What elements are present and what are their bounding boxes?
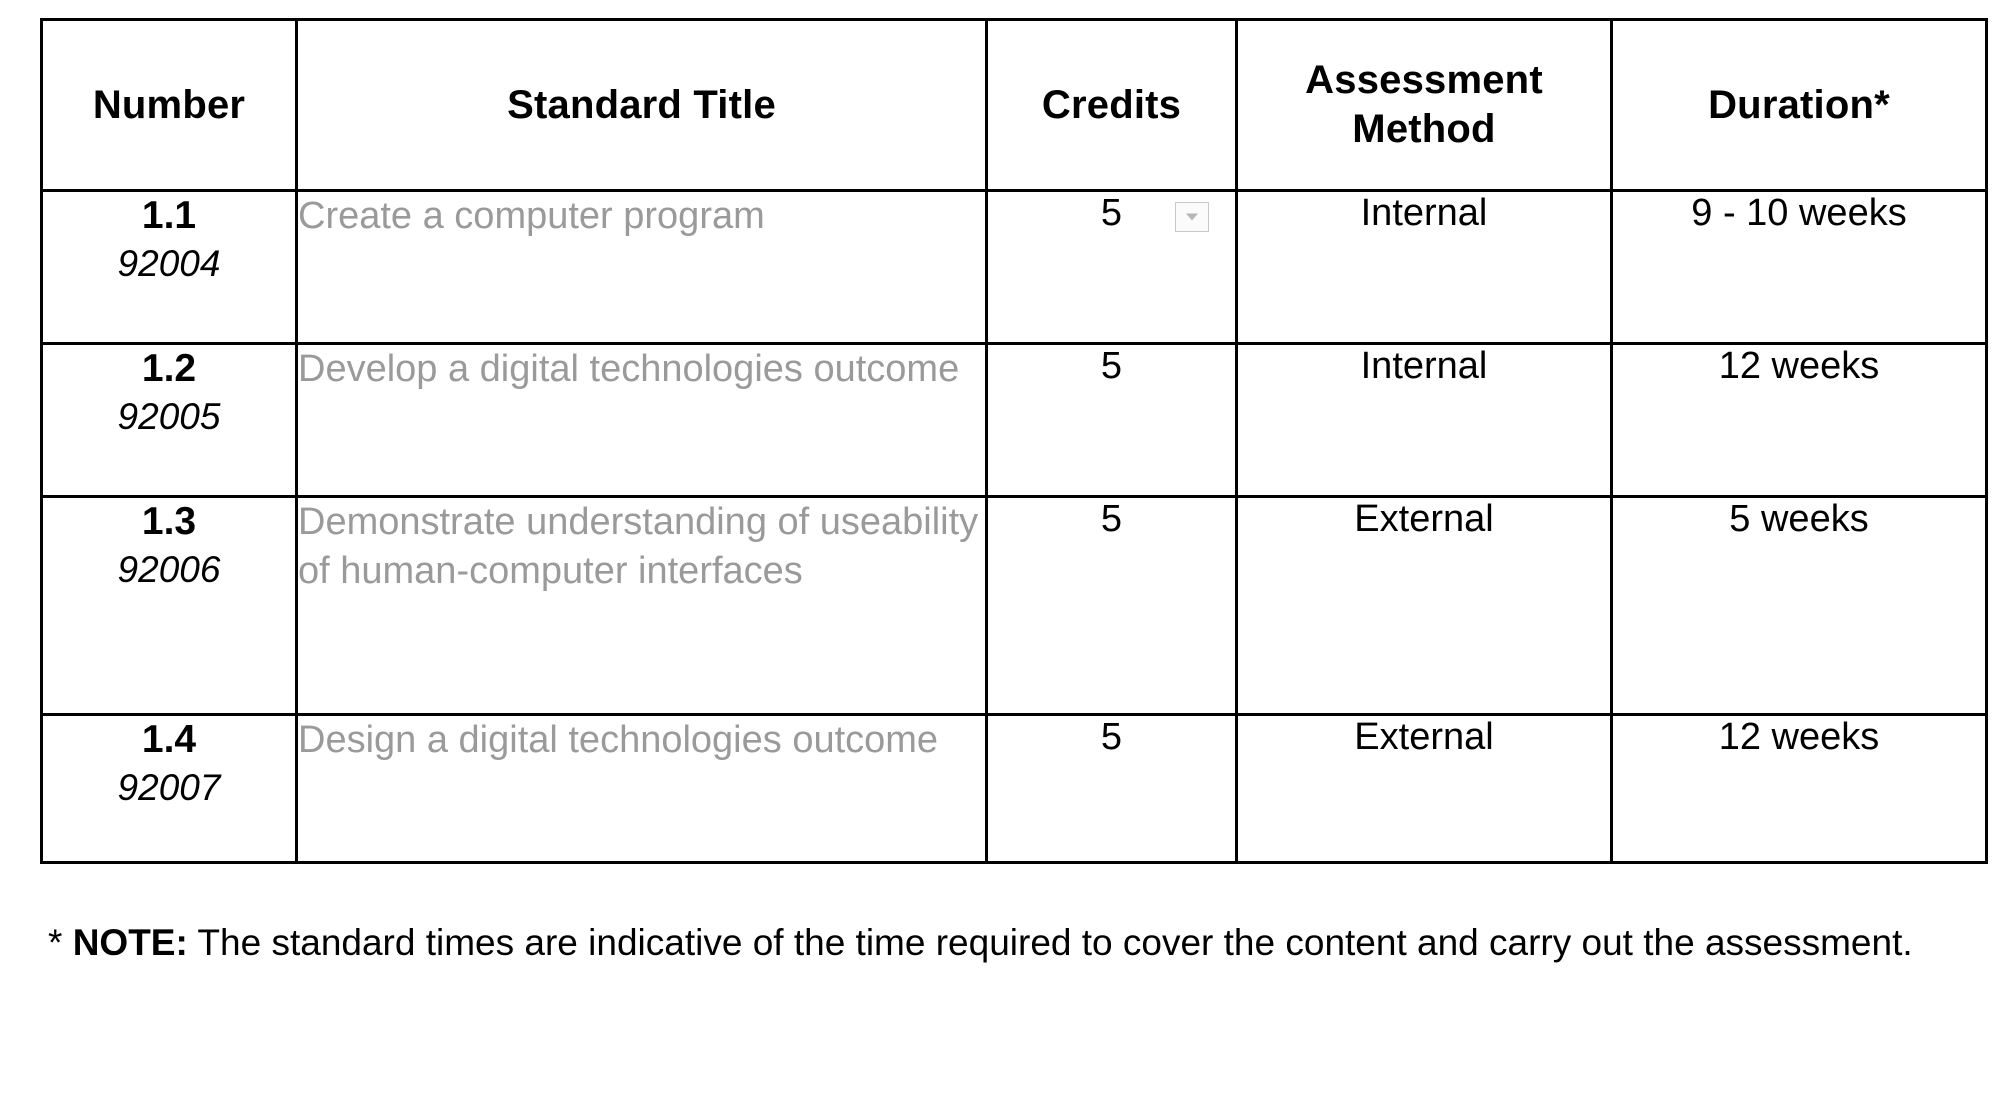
footnote-text: The standard times are indicative of the time required to cover the content and carry out the assessment.	[197, 922, 1913, 963]
standard-code: 92005	[117, 395, 221, 437]
cell-assessment-method: Internal	[1237, 344, 1612, 497]
standard-number: 1.4	[141, 718, 197, 761]
table-row	[42, 715, 1987, 863]
cell-standard-title: Design a digital technologies outcome	[297, 715, 987, 863]
footnote-label: NOTE:	[72, 922, 188, 963]
column-header-standard-title-label: Standard Title	[507, 82, 776, 127]
column-header-number-label: Number	[92, 82, 246, 127]
cell-number	[42, 344, 297, 497]
standard-code: 92007	[117, 766, 221, 808]
standard-number: 1.1	[141, 194, 197, 237]
column-header-standard-title	[297, 20, 987, 191]
footnote	[48, 916, 1938, 970]
cell-assessment-method: External	[1237, 497, 1612, 715]
column-header-duration-label: Duration*	[1708, 82, 1890, 127]
column-header-credits	[987, 20, 1237, 191]
cell-standard-title: Demonstrate understanding of useability of human-computer interfaces	[297, 497, 987, 715]
cell-credits	[987, 715, 1237, 863]
table-header	[42, 20, 1987, 191]
cell-number	[42, 191, 297, 344]
table-row	[42, 344, 1987, 497]
cell-standard-title: Create a computer program	[297, 191, 987, 344]
cell-credits	[987, 191, 1237, 344]
column-header-assessment-method-line1: Assessment	[1305, 58, 1543, 103]
standards-table	[40, 18, 1988, 864]
column-header-assessment-method	[1237, 20, 1612, 191]
cell-standard-title: Develop a digital technologies outcome	[297, 344, 987, 497]
standard-number: 1.2	[141, 347, 197, 390]
standard-number: 1.3	[141, 500, 197, 543]
column-header-number	[42, 20, 297, 191]
column-header-duration	[1612, 20, 1987, 191]
standard-code: 92006	[117, 548, 221, 590]
cell-credits	[987, 344, 1237, 497]
cell-number	[42, 497, 297, 715]
cell-duration: 9 - 10 weeks	[1612, 191, 1987, 344]
cell-assessment-method: Internal	[1237, 191, 1612, 344]
credits-value: 5	[1100, 716, 1123, 758]
standard-code: 92004	[117, 242, 221, 284]
cell-number	[42, 715, 297, 863]
table-row	[42, 191, 1987, 344]
cell-duration: 12 weeks	[1612, 715, 1987, 863]
table-row	[42, 497, 1987, 715]
footnote-marker: *	[48, 922, 63, 963]
cell-assessment-method: External	[1237, 715, 1612, 863]
cell-duration: 5 weeks	[1612, 497, 1987, 715]
table-header-row	[42, 20, 1987, 191]
cell-credits	[987, 497, 1237, 715]
column-header-assessment-method-line2: Method	[1352, 107, 1496, 151]
credits-value: 5	[1100, 498, 1123, 540]
column-header-credits-label: Credits	[1041, 82, 1182, 127]
chevron-down-icon[interactable]	[1175, 202, 1209, 232]
table-body	[42, 191, 1987, 863]
cell-duration: 12 weeks	[1612, 344, 1987, 497]
credits-value: 5	[1100, 192, 1123, 234]
credits-value: 5	[1100, 345, 1123, 387]
